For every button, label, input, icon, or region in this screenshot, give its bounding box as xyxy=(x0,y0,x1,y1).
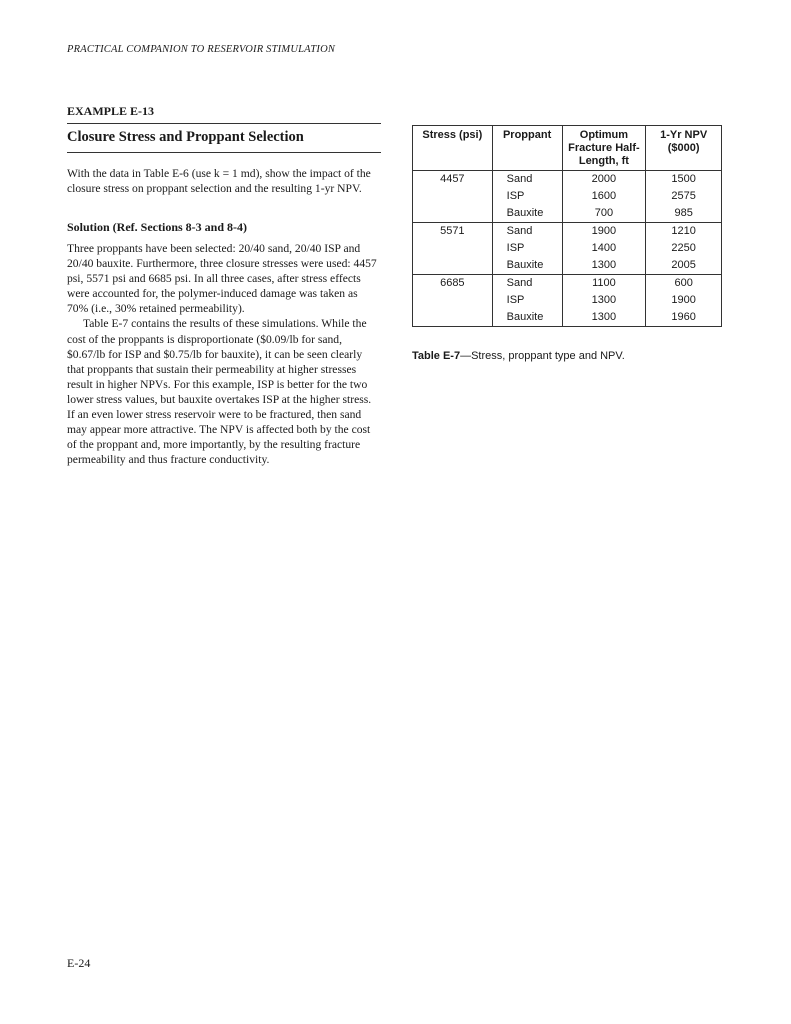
title-rule-bottom xyxy=(67,152,381,153)
intro-paragraph xyxy=(67,166,381,196)
cell-halflength: 2000 xyxy=(562,171,646,189)
cell-halflength: 1300 xyxy=(562,292,646,309)
title-rule-top xyxy=(67,123,381,124)
cell-npv: 2005 xyxy=(646,257,722,275)
cell-stress xyxy=(413,292,493,309)
cell-stress: 6685 xyxy=(413,275,493,293)
cell-npv: 1960 xyxy=(646,309,722,327)
cell-halflength: 700 xyxy=(562,205,646,223)
table-row xyxy=(413,171,722,189)
solution-paragraph-1: Three proppants have been selected: 20/40 sand, 20/40 ISP and 20/40 bauxite. Furthermore, three closure stresses were used: 4457 psi, 5571 psi and 6685 psi. In all three cases, after stress effects were accounted for, the polymer-induced damage was taken as 70% (i.e., 30% retained permeability). xyxy=(67,242,377,316)
table-e7 xyxy=(412,125,722,327)
cell-proppant: Bauxite xyxy=(492,257,562,275)
page-number: E-24 xyxy=(67,956,91,970)
solution-paragraph-2: Table E-7 contains the results of these simulations. While the cost of the proppants is disproportionate ($0.09/lb for sand, $0.67/lb for ISP and $0.75/lb for bauxite), it can be seen clearly that proppants that sustain their permeability at higher stresses result in higher NPVs. For this example, ISP is better for the two lower stress values, but bauxite overtakes ISP at the higher stress. If an even lower stress reservoir were to be fractured, then sand may appear more attractive. The NPV is affected both by the cost of the proppant and, more importantly, by the resulting fracture permeability and thus fracture conductivity. xyxy=(67,317,372,467)
cell-proppant: Bauxite xyxy=(492,309,562,327)
table-header-row xyxy=(413,126,722,171)
cell-stress xyxy=(413,205,493,223)
intro-text: With the data in Table E-6 (use k = 1 md), show the impact of the closure stress on proppant selection and the resulting 1-yr NPV. xyxy=(67,167,371,196)
cell-proppant: ISP xyxy=(492,188,562,205)
cell-proppant: ISP xyxy=(492,292,562,309)
cell-halflength: 1100 xyxy=(562,275,646,293)
header-proppant: Proppant xyxy=(492,126,562,171)
cell-npv: 2250 xyxy=(646,240,722,257)
table-row xyxy=(413,240,722,257)
table-caption xyxy=(412,350,625,362)
cell-stress xyxy=(413,309,493,327)
cell-npv: 1210 xyxy=(646,223,722,241)
cell-proppant: Sand xyxy=(492,171,562,189)
cell-stress: 5571 xyxy=(413,223,493,241)
example-label: EXAMPLE E-13 xyxy=(67,104,154,118)
cell-proppant: Bauxite xyxy=(492,205,562,223)
caption-text: —Stress, proppant type and NPV. xyxy=(460,350,625,362)
table-body xyxy=(413,171,722,327)
cell-npv: 1500 xyxy=(646,171,722,189)
cell-stress xyxy=(413,188,493,205)
cell-stress xyxy=(413,257,493,275)
cell-npv: 1900 xyxy=(646,292,722,309)
cell-npv: 2575 xyxy=(646,188,722,205)
cell-proppant: ISP xyxy=(492,240,562,257)
cell-halflength: 1900 xyxy=(562,223,646,241)
solution-body xyxy=(67,241,381,467)
table-row xyxy=(413,257,722,275)
table-row xyxy=(413,188,722,205)
table-row xyxy=(413,309,722,327)
cell-halflength: 1300 xyxy=(562,257,646,275)
header-npv: 1-Yr NPV ($000) xyxy=(646,126,722,171)
cell-halflength: 1400 xyxy=(562,240,646,257)
cell-stress xyxy=(413,240,493,257)
table-row xyxy=(413,275,722,293)
caption-label: Table E-7 xyxy=(412,350,461,362)
header-halflength: Optimum Fracture Half-Length, ft xyxy=(562,126,646,171)
section-title: Closure Stress and Proppant Selection xyxy=(67,129,304,145)
cell-proppant: Sand xyxy=(492,223,562,241)
cell-stress: 4457 xyxy=(413,171,493,189)
cell-halflength: 1300 xyxy=(562,309,646,327)
table-row xyxy=(413,205,722,223)
table-row xyxy=(413,223,722,241)
cell-npv: 600 xyxy=(646,275,722,293)
cell-proppant: Sand xyxy=(492,275,562,293)
table-row xyxy=(413,292,722,309)
cell-npv: 985 xyxy=(646,205,722,223)
header-stress: Stress (psi) xyxy=(413,126,493,171)
cell-halflength: 1600 xyxy=(562,188,646,205)
solution-heading: Solution (Ref. Sections 8-3 and 8-4) xyxy=(67,220,248,234)
running-head: PRACTICAL COMPANION TO RESERVOIR STIMULATION xyxy=(67,44,336,55)
